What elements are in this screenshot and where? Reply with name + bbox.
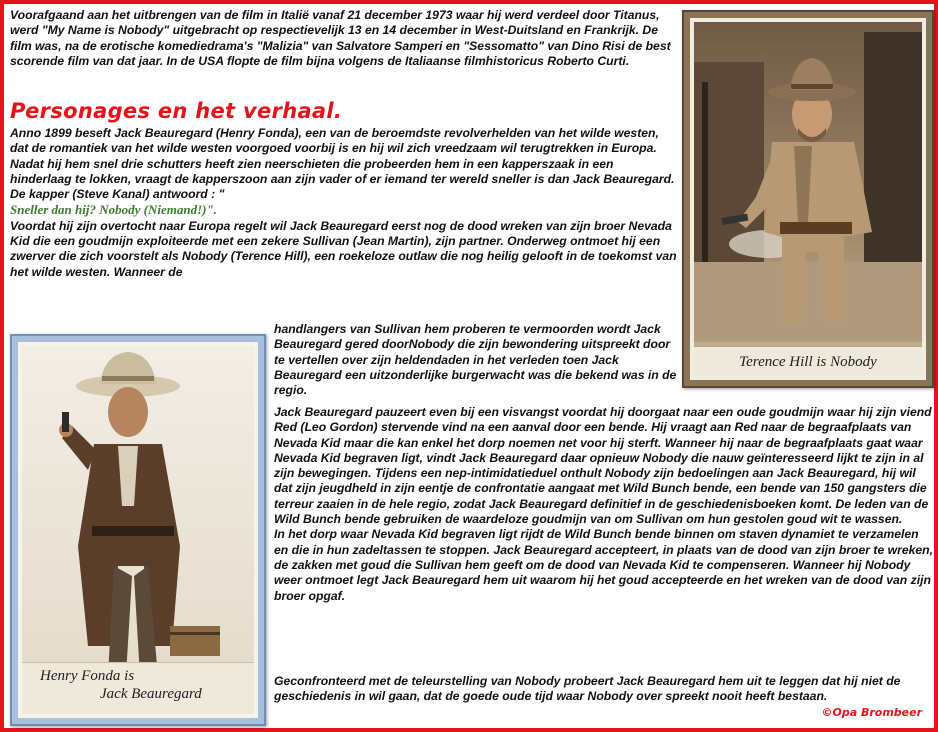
photo-frame-henry-fonda	[10, 334, 266, 726]
paragraph-3: Voordat hij zijn overtocht naar Europa regelt wil Jack Beauregard eerst nog de dood wreken van zijn broer Nevada Kid die een goudmijn exploiteerde met een zekere Sullivan (Jean Martin), zijn partner. Onderweg ontmoet hij een zwerver die zich voorstelt als Nobody (Terence Hill), een roekeloze outlaw die nog heilig gelooft in de toekomst van het wilde westen. Wanneer de	[10, 218, 677, 279]
barber-quote: Sneller dan hij? Nobody (Niemand!)".	[10, 202, 217, 218]
story-right	[274, 405, 936, 604]
photo-henry-fonda	[18, 342, 258, 718]
paragraph-1: Anno 1899 beseft Jack Beauregard (Henry Fonda), een van de beroemdste revolverhelden van het wilde westen, dat de romantiek van het wilde westen voorgoed voorbij is en hij wil zich vreedzaam wil terugtrekken in Europa.	[10, 126, 659, 156]
photo-frame-terence-hill	[682, 10, 934, 388]
story-top	[10, 126, 678, 280]
cowboy-drawing-gun-illustration	[22, 346, 254, 714]
paragraph-3-continued: handlangers van Sullivan hem proberen te vermoorden wordt Jack Beauregard gered doorNobody die zijn bewondering uitspreekt door te vertellen over zijn heldendaden in het verleden toen Jack Beauregard een uitzonderlijke burgerwacht was die bekend was in de regio.	[274, 322, 677, 398]
copyright-credit: ©Opa Brombeer	[821, 705, 922, 719]
paragraph-5: In het dorp waar Nevada Kid begraven ligt rijdt de Wild Bunch bende binnen om staven dynamiet te verzamelen en die in hun zadeltassen te stoppen. Jack Beauregard accepteert, in plaats van de dood van zijn broer te wreken, de zakken met goud die Sullivan hem geeft om de dood van Nevada Kid te compenseren. Wanneer hij Nobody weer ontmoet legt Jack Beauregard hem uit waarom hij het goud accepteerde en het wreken van de dood van zijn broer opgaf.	[274, 527, 933, 603]
intro-paragraph: Voorafgaand aan het uitbrengen van de film in Italië vanaf 21 december 1973 waar hij werd verdeel door Titanus, werd "My Name is Nobody" uitgebracht op respectievelijk 13 en 14 december in West-Duitsland en Frankrijk. De film was, na de erotische komediedrama's "Malizia" van Salvatore Samperi en "Sessomatto" van Dino Risi de best scorende film van dat jaar. In de USA flopte de film bijna volgens de Italiaanse filmhistoricus Roberto Curti.	[10, 8, 671, 68]
paragraph-4: Jack Beauregard pauzeert even bij een visvangst voordat hij doorgaat naar een oude goudmijn waar hij zijn viend Red (Leo Gordon) stervende vind na een aanval door een bende. Hij vraagt aan Red naar de begraafplaats van Nevada Kid maar die kan enkel het dorp noemen net voor hij sterft. Wanneer hij naar de begraafplaats gaat waar Nevada Kid begraven ligt, vindt Jack Beauregard daar opnieuw Nobody die nauw geïnteresseerd lijkt te zijn in al zijn bewegingen. Tijdens een nep-intimidatieduel onthult Nobody zijn bedoelingen aan Jack Beauregard, hij wil dat zijn jeugdheld in zijn eentje de confrontatie aangaat met Wild Bunch bende, een bende van 150 gangsters die terreur zaaien in de hele regio, zodat Jack Beauregard definitief in de geschiedenisboeken komt. De leden van de Wild Bunch bende gebruiken de waardeloze goudmijn van om Sullivan om hun gestolen goud wit te wassen.	[274, 405, 932, 527]
caption-line-2: Jack Beauregard	[100, 686, 202, 702]
paragraph-2-text: Nadat hij hem snel drie schutters heeft zien neerschieten die probeerden hem in een kapperszaak in een hinderlaag te lokken, vraagt de kapperszoon aan zijn vader of er iemand ter wereld sneller is dan Jack Beauregard. De kapper (Steve Kanal) antwoord : "	[10, 156, 675, 202]
photo-caption-terence-hill: Terence Hill is Nobody	[694, 346, 922, 376]
paragraph-2	[10, 157, 678, 219]
photo-terence-hill	[690, 18, 926, 380]
paragraph-6: Geconfronteerd met de teleurstelling van Nobody probeert Jack Beauregard hem uit te leggen dat hij niet de geschiedenis in wil gaan, dat de goede oude tijd waar Nobody over spreekt nooit heeft bestaan.	[274, 674, 901, 704]
caption-line-1: Henry Fonda is	[40, 668, 135, 684]
cowboy-gunslinger-illustration	[694, 22, 922, 376]
photo-caption-henry-fonda	[22, 662, 254, 714]
section-heading: Personages en het verhaal.	[10, 99, 343, 123]
